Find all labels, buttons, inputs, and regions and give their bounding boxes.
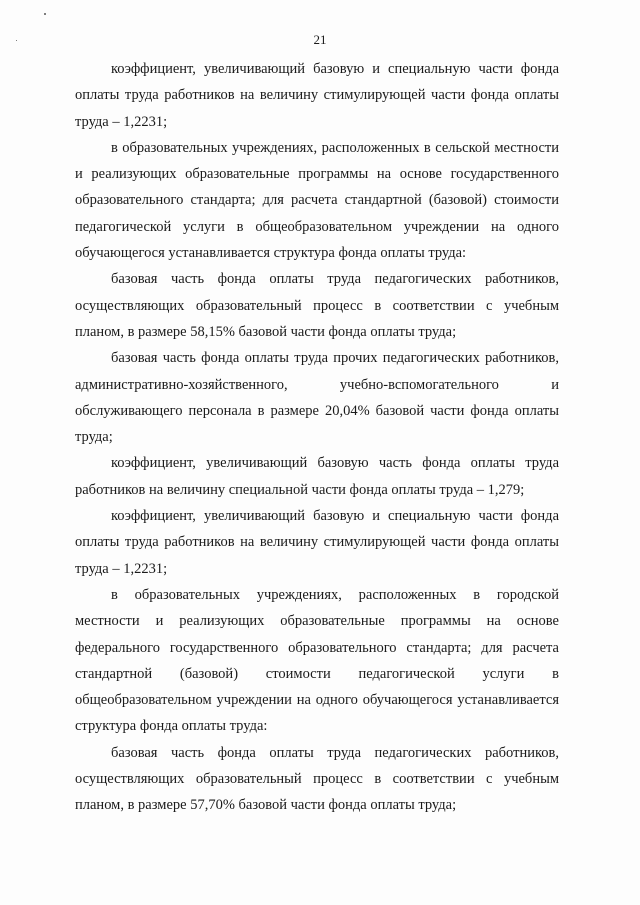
paragraph: базовая часть фонда оплаты труда прочих педагогических работников, административно-хозяйственного, учебно-вспомогательного и обслуживающего персонала в размере 20,04% базовой части фонда оплаты труда;	[75, 350, 559, 446]
paragraph: в образовательных учреждениях, расположенных в сельской местности и реализующих образовательные программы на основе государственного образовательного стандарта; для расчета стандартной (базовой) стоимости педагогической услуги в общеобразовательном учреждении на одного обучающегося устанавливается структура фонда оплаты труда:	[75, 139, 559, 262]
paragraph: базовая часть фонда оплаты труда педагогических работников, осуществляющих образовательный процесс в соответствии с учебным планом, в размере 58,15% базовой части фонда оплаты труда;	[75, 271, 559, 340]
paragraph: в образовательных учреждениях, расположенных в городской местности и реализующих образовательные программы на основе федерального государственного образовательного стандарта; для расчета стандартной (базовой) стоимости педагогической услуги в общеобразовательном учреждении на одного обучающегося устанавливается структура фонда оплаты труда:	[75, 586, 559, 735]
page-number: 21	[313, 32, 327, 47]
paragraph: коэффициент, увеличивающий базовую и специальную части фонда оплаты труда работников на величину стимулирующей части фонда оплаты труда – 1,2231;	[75, 61, 559, 130]
paragraph: базовая часть фонда оплаты труда педагогических работников, осуществляющих образовательный процесс в соответствии с учебным планом, в размере 57,70% базовой части фонда оплаты труда;	[75, 744, 559, 814]
document-body	[75, 56, 559, 819]
paragraph: коэффициент, увеличивающий базовую часть фонда оплаты труда работников на величину специальной части фонда оплаты труда – 1,279;	[75, 455, 559, 498]
scan-speck	[44, 13, 46, 15]
paragraph: коэффициент, увеличивающий базовую и специальную части фонда оплаты труда работников на величину стимулирующей части фонда оплаты труда – 1,2231;	[75, 508, 559, 577]
